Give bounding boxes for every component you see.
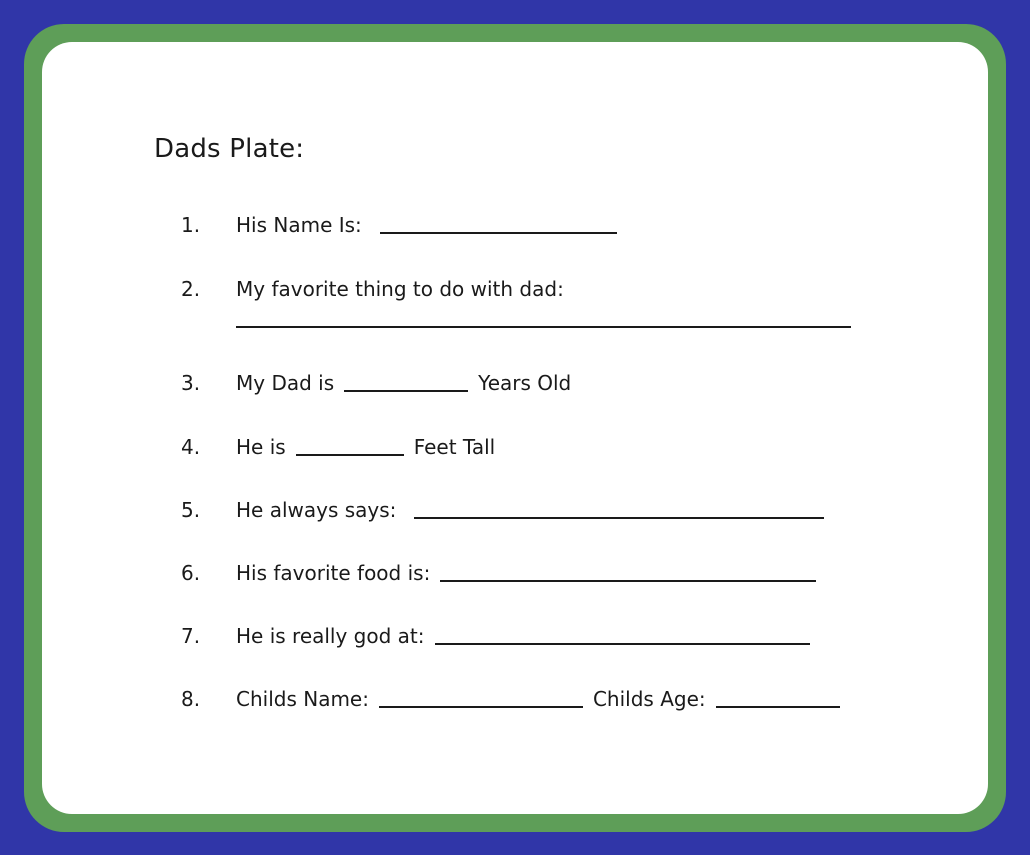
good-at-blank-field[interactable] [435,625,810,645]
favorite-food-blank-field[interactable] [440,562,816,582]
list-item-good-at [181,624,810,648]
item-label-2: Childs Age: [592,687,706,711]
age-blank-field[interactable] [344,372,468,392]
item-label: His Name Is: [236,213,362,237]
child-name-blank-field[interactable] [379,688,583,708]
item-label: He is really god at: [236,624,425,648]
name-blank-field[interactable] [380,214,617,234]
always-says-blank-field[interactable] [414,499,824,519]
item-number: 3. [181,371,201,395]
item-label: My Dad is [236,371,335,395]
list-item-name [181,213,617,237]
item-number: 1. [181,213,201,237]
item-label: His favorite food is: [236,561,431,585]
list-item-always-says [181,498,824,522]
child-age-blank-field[interactable] [716,688,840,708]
item-number: 2. [181,277,201,301]
item-label: He is [236,435,286,459]
favorite-thing-blank-field[interactable] [236,326,851,328]
item-suffix: Feet Tall [413,435,496,459]
item-number: 8. [181,687,201,711]
list-item-favorite-food [181,561,816,585]
list-item-age [181,371,571,395]
item-label: Childs Name: [236,687,369,711]
item-number: 5. [181,498,201,522]
item-number: 6. [181,561,201,585]
item-label: He always says: [236,498,397,522]
item-number: 4. [181,435,201,459]
page-title: Dads Plate: [154,134,305,164]
list-item-favorite-thing [181,277,564,301]
list-item-height [181,435,495,459]
item-label: My favorite thing to do with dad: [236,277,564,301]
item-suffix: Years Old [478,371,572,395]
height-blank-field[interactable] [296,436,404,456]
item-number: 7. [181,624,201,648]
list-item-child [181,687,840,711]
